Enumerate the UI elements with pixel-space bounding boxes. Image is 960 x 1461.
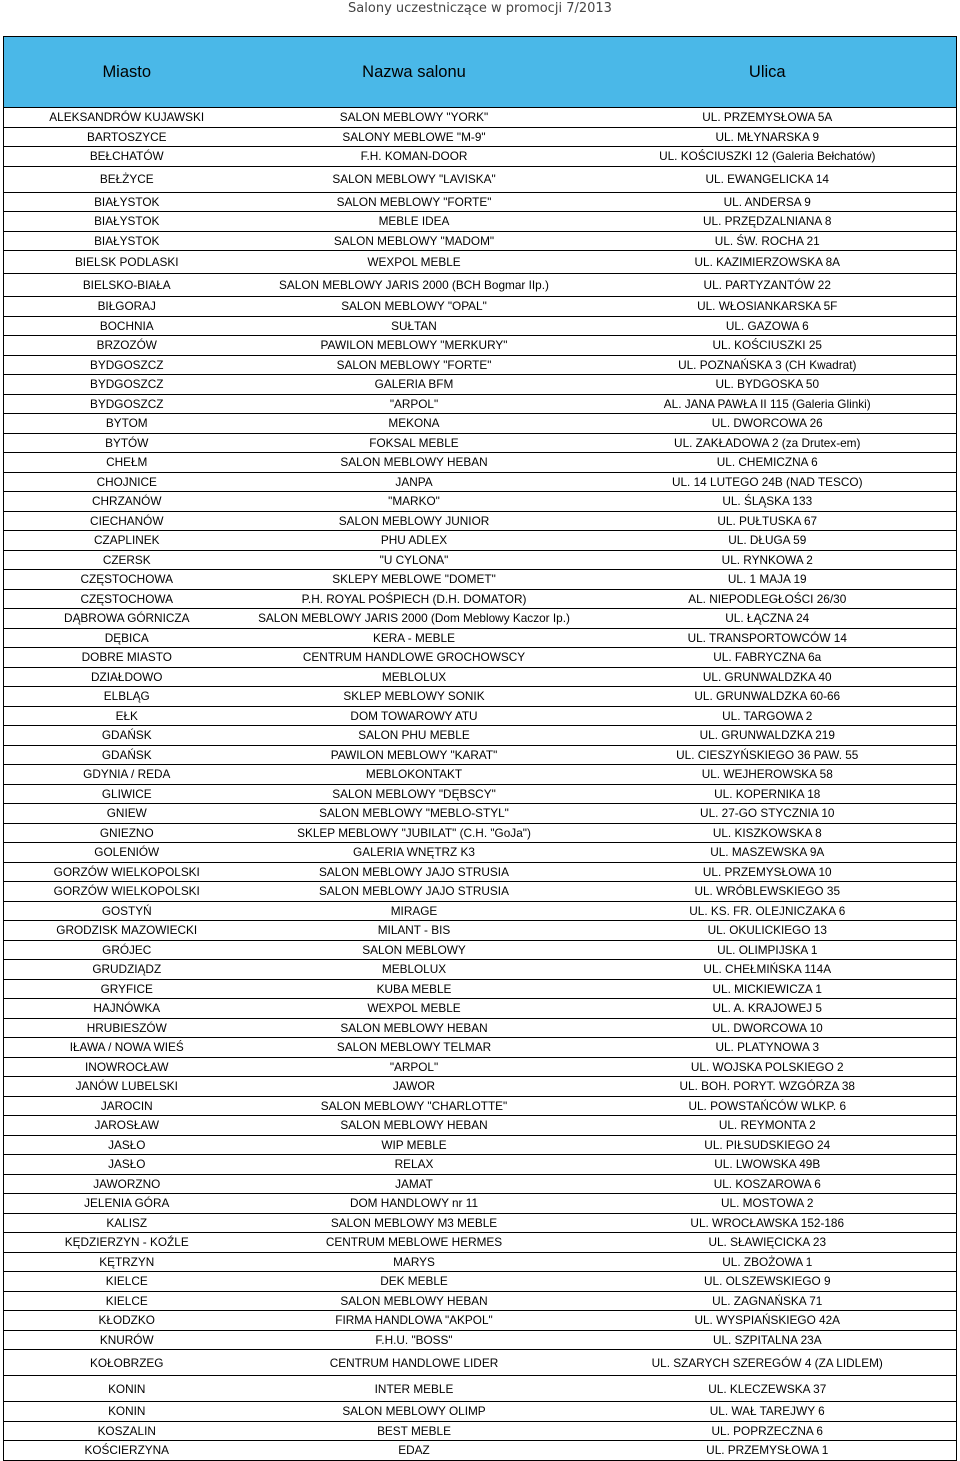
table-row [4, 297, 957, 317]
street-cell: UL. ZBOŻOWA 1 [579, 1252, 957, 1272]
table-row [4, 375, 957, 395]
city-cell: JAROSŁAW [4, 1116, 250, 1136]
salon-name-cell: "MARKO" [250, 492, 579, 512]
table-row [4, 940, 957, 960]
street-cell: UL. 27-GO STYCZNIA 10 [579, 804, 957, 824]
table-row [4, 979, 957, 999]
salon-name-cell: DOM HANDLOWY nr 11 [250, 1194, 579, 1214]
street-cell: UL. BYDGOSKA 50 [579, 375, 957, 395]
city-cell: CHRZANÓW [4, 492, 250, 512]
street-cell: UL. MASZEWSKA 9A [579, 843, 957, 863]
table-row [4, 784, 957, 804]
street-cell: UL. PUŁTUSKA 67 [579, 511, 957, 531]
salon-name-cell: BEST MEBLE [250, 1421, 579, 1441]
city-cell: DZIAŁDOWO [4, 667, 250, 687]
street-cell: UL. ŚW. ROCHA 21 [579, 231, 957, 251]
table-body [4, 108, 957, 1461]
salon-name-cell: SKLEP MEBLOWY SONIK [250, 687, 579, 707]
salon-name-cell: SALON MEBLOWY "YORK" [250, 108, 579, 128]
salon-name-cell: SALON MEBLOWY JAJO STRUSIA [250, 862, 579, 882]
city-cell: BIAŁYSTOK [4, 192, 250, 212]
city-cell: JELENIA GÓRA [4, 1194, 250, 1214]
salon-name-cell: SALON MEBLOWY "MEBLO-STYL" [250, 804, 579, 824]
city-cell: GRUDZIĄDZ [4, 960, 250, 980]
city-cell: KĘTRZYN [4, 1252, 250, 1272]
city-cell: HRUBIESZÓW [4, 1018, 250, 1038]
city-cell: BRZOZÓW [4, 336, 250, 356]
city-cell: BIELSKO-BIAŁA [4, 274, 250, 297]
table-row [4, 706, 957, 726]
salon-name-cell: WIP MEBLE [250, 1135, 579, 1155]
salon-name-cell: MEBLOLUX [250, 960, 579, 980]
table-row [4, 212, 957, 232]
street-cell: UL. KOSZAROWA 6 [579, 1174, 957, 1194]
street-cell: UL. WŁOSIANKARSKA 5F [579, 297, 957, 317]
column-header-city: Miasto [4, 37, 250, 108]
table-row [4, 394, 957, 414]
street-cell: UL. TRANSPORTOWCÓW 14 [579, 628, 957, 648]
street-cell: AL. NIEPODLEGŁOŚCI 26/30 [579, 589, 957, 609]
salon-name-cell: "ARPOL" [250, 1057, 579, 1077]
street-cell: UL. KLECZEWSKA 37 [579, 1376, 957, 1402]
table-row [4, 1096, 957, 1116]
salon-name-cell: F.H.U. "BOSS" [250, 1330, 579, 1350]
city-cell: BARTOSZYCE [4, 127, 250, 147]
city-cell: KŁODZKO [4, 1311, 250, 1331]
salon-name-cell: KUBA MEBLE [250, 979, 579, 999]
table-row [4, 1402, 957, 1422]
street-cell: UL. LWOWSKA 49B [579, 1155, 957, 1175]
street-cell: UL. OLIMPIJSKA 1 [579, 940, 957, 960]
table-row [4, 1272, 957, 1292]
salon-name-cell: SALON MEBLOWY "DĘBSCY" [250, 784, 579, 804]
table-row [4, 960, 957, 980]
city-cell: DĘBICA [4, 628, 250, 648]
salon-name-cell: CENTRUM HANDLOWE GROCHOWSCY [250, 648, 579, 668]
salon-name-cell: GALERIA BFM [250, 375, 579, 395]
table-row [4, 550, 957, 570]
salon-name-cell: SALON MEBLOWY HEBAN [250, 1116, 579, 1136]
city-cell: GLIWICE [4, 784, 250, 804]
street-cell: UL. KOŚCIUSZKI 12 (Galeria Bełchatów) [579, 147, 957, 167]
street-cell: UL. WRÓBLEWSKIEGO 35 [579, 882, 957, 902]
city-cell: GNIEZNO [4, 823, 250, 843]
street-cell: UL. EWANGELICKA 14 [579, 166, 957, 192]
salon-name-cell: SALON MEBLOWY JARIS 2000 (BCH Bogmar IIp.) [250, 274, 579, 297]
city-cell: HAJNÓWKA [4, 999, 250, 1019]
table-row [4, 882, 957, 902]
street-cell: UL. KS. FR. OLEJNICZAKA 6 [579, 901, 957, 921]
salon-name-cell: MEBLE IDEA [250, 212, 579, 232]
city-cell: JAWORZNO [4, 1174, 250, 1194]
street-cell: UL. BOH. PORYT. WZGÓRZA 38 [579, 1077, 957, 1097]
table-row [4, 166, 957, 192]
street-cell: UL. CIESZYŃSKIEGO 36 PAW. 55 [579, 745, 957, 765]
salon-name-cell: KERA - MEBLE [250, 628, 579, 648]
table-row [4, 726, 957, 746]
salon-name-cell: SALONY MEBLOWE "M-9" [250, 127, 579, 147]
salon-name-cell: SALON MEBLOWY "CHARLOTTE" [250, 1096, 579, 1116]
table-row [4, 316, 957, 336]
table-row [4, 1213, 957, 1233]
street-cell: UL. MOSTOWA 2 [579, 1194, 957, 1214]
street-cell: UL. SZARYCH SZEREGÓW 4 (ZA LIDLEM) [579, 1350, 957, 1376]
city-cell: KALISZ [4, 1213, 250, 1233]
table-row [4, 453, 957, 473]
city-cell: GORZÓW WIELKOPOLSKI [4, 882, 250, 902]
street-cell: UL. MICKIEWICZA 1 [579, 979, 957, 999]
table-row [4, 745, 957, 765]
salon-name-cell: DOM TOWAROWY ATU [250, 706, 579, 726]
salon-name-cell: SALON MEBLOWY HEBAN [250, 1018, 579, 1038]
city-cell: GORZÓW WIELKOPOLSKI [4, 862, 250, 882]
city-cell: CZĘSTOCHOWA [4, 570, 250, 590]
street-cell: UL. GRUNWALDZKA 60-66 [579, 687, 957, 707]
table-row [4, 999, 957, 1019]
salon-name-cell: MILANT - BIS [250, 921, 579, 941]
salon-name-cell: MEKONA [250, 414, 579, 434]
document-title: Salony uczestniczące w promocji 7/2013 [348, 1, 612, 16]
salon-name-cell: MEBLOLUX [250, 667, 579, 687]
table-row [4, 1174, 957, 1194]
table-row [4, 1155, 957, 1175]
city-cell: GOSTYŃ [4, 901, 250, 921]
salon-name-cell: WEXPOL MEBLE [250, 251, 579, 274]
table-row [4, 1421, 957, 1441]
city-cell: BIELSK PODLASKI [4, 251, 250, 274]
street-cell: UL. ZAGNAŃSKA 71 [579, 1291, 957, 1311]
city-cell: BYTOM [4, 414, 250, 434]
city-cell: KĘDZIERZYN - KOŹLE [4, 1233, 250, 1253]
table-row [4, 127, 957, 147]
table-row [4, 1116, 957, 1136]
table-row [4, 628, 957, 648]
city-cell: DOBRE MIASTO [4, 648, 250, 668]
table-row [4, 1135, 957, 1155]
city-cell: CHEŁM [4, 453, 250, 473]
street-cell: UL. MŁYNARSKA 9 [579, 127, 957, 147]
street-cell: UL. DWORCOWA 26 [579, 414, 957, 434]
table-row [4, 355, 957, 375]
city-cell: JASŁO [4, 1135, 250, 1155]
city-cell: JANÓW LUBELSKI [4, 1077, 250, 1097]
city-cell: DĄBROWA GÓRNICZA [4, 609, 250, 629]
salon-name-cell: SKLEPY MEBLOWE "DOMET" [250, 570, 579, 590]
city-cell: KONIN [4, 1402, 250, 1422]
salon-name-cell: SALON MEBLOWY OLIMP [250, 1402, 579, 1422]
city-cell: KOSZALIN [4, 1421, 250, 1441]
salon-name-cell: SALON MEBLOWY "LAVISKA" [250, 166, 579, 192]
city-cell: BYDGOSZCZ [4, 375, 250, 395]
street-cell: UL. KAZIMIERZOWSKA 8A [579, 251, 957, 274]
table-row [4, 1018, 957, 1038]
table-row [4, 901, 957, 921]
table-row [4, 921, 957, 941]
salon-name-cell: SALON MEBLOWY JAJO STRUSIA [250, 882, 579, 902]
table-row [4, 589, 957, 609]
salon-name-cell: PAWILON MEBLOWY "KARAT" [250, 745, 579, 765]
street-cell: UL. PRZEMYSŁOWA 1 [579, 1441, 957, 1461]
city-cell: GRYFICE [4, 979, 250, 999]
salon-name-cell: JAWOR [250, 1077, 579, 1097]
table-row [4, 251, 957, 274]
street-cell: UL. KOPERNIKA 18 [579, 784, 957, 804]
table-row [4, 648, 957, 668]
city-cell: JASŁO [4, 1155, 250, 1175]
city-cell: GDAŃSK [4, 745, 250, 765]
salon-name-cell: DEK MEBLE [250, 1272, 579, 1292]
street-cell: UL. OLSZEWSKIEGO 9 [579, 1272, 957, 1292]
table-row [4, 472, 957, 492]
table-row [4, 108, 957, 128]
city-cell: BEŁCHATÓW [4, 147, 250, 167]
city-cell: IŁAWA / NOWA WIEŚ [4, 1038, 250, 1058]
table-row [4, 1441, 957, 1461]
city-cell: CIECHANÓW [4, 511, 250, 531]
city-cell: INOWROCŁAW [4, 1057, 250, 1077]
salon-name-cell: P.H. ROYAL POŚPIECH (D.H. DOMATOR) [250, 589, 579, 609]
street-cell: UL. 1 MAJA 19 [579, 570, 957, 590]
street-cell: UL. DŁUGA 59 [579, 531, 957, 551]
salon-name-cell: SALON MEBLOWY M3 MEBLE [250, 1213, 579, 1233]
salon-name-cell: MARYS [250, 1252, 579, 1272]
street-cell: UL. ŁĄCZNA 24 [579, 609, 957, 629]
salon-name-cell: CENTRUM HANDLOWE LIDER [250, 1350, 579, 1376]
street-cell: UL. WAŁ TAREJWY 6 [579, 1402, 957, 1422]
salon-name-cell: RELAX [250, 1155, 579, 1175]
city-cell: GRÓJEC [4, 940, 250, 960]
salon-name-cell: FIRMA HANDLOWA "AKPOL" [250, 1311, 579, 1331]
city-cell: GDYNIA / REDA [4, 765, 250, 785]
table-row [4, 433, 957, 453]
street-cell: UL. POWSTAŃCÓW WLKP. 6 [579, 1096, 957, 1116]
salon-name-cell: CENTRUM MEBLOWE HERMES [250, 1233, 579, 1253]
street-cell: UL. 14 LUTEGO 24B (NAD TESCO) [579, 472, 957, 492]
city-cell: BIAŁYSTOK [4, 231, 250, 251]
street-cell: UL. WROCŁAWSKA 152-186 [579, 1213, 957, 1233]
city-cell: CZĘSTOCHOWA [4, 589, 250, 609]
street-cell: UL. KOŚCIUSZKI 25 [579, 336, 957, 356]
table-row [4, 687, 957, 707]
city-cell: KIELCE [4, 1272, 250, 1292]
salon-name-cell: F.H. KOMAN-DOOR [250, 147, 579, 167]
table-header-row [4, 37, 957, 108]
street-cell: UL. GRUNWALDZKA 40 [579, 667, 957, 687]
city-cell: KOŚCIERZYNA [4, 1441, 250, 1461]
salon-name-cell: "U CYLONA" [250, 550, 579, 570]
street-cell: UL. GRUNWALDZKA 219 [579, 726, 957, 746]
table-row [4, 531, 957, 551]
table-row [4, 1330, 957, 1350]
city-cell: CHOJNICE [4, 472, 250, 492]
street-cell: UL. RYNKOWA 2 [579, 550, 957, 570]
table-row [4, 609, 957, 629]
table-row [4, 1038, 957, 1058]
table-row [4, 765, 957, 785]
city-cell: CZAPLINEK [4, 531, 250, 551]
table-row [4, 1311, 957, 1331]
salon-name-cell: WEXPOL MEBLE [250, 999, 579, 1019]
city-cell: BIŁGORAJ [4, 297, 250, 317]
street-cell: UL. CHEŁMIŃSKA 114A [579, 960, 957, 980]
salon-name-cell: "ARPOL" [250, 394, 579, 414]
salon-name-cell: SALON MEBLOWY "FORTE" [250, 192, 579, 212]
salon-name-cell: SALON MEBLOWY [250, 940, 579, 960]
salon-name-cell: MIRAGE [250, 901, 579, 921]
street-cell: UL. ZAKŁADOWA 2 (za Drutex-em) [579, 433, 957, 453]
table-row [4, 804, 957, 824]
city-cell: CZERSK [4, 550, 250, 570]
table-row [4, 667, 957, 687]
street-cell: UL. OKULICKIEGO 13 [579, 921, 957, 941]
table-row [4, 336, 957, 356]
city-cell: BYDGOSZCZ [4, 394, 250, 414]
city-cell: GOLENIÓW [4, 843, 250, 863]
city-cell: GRODZISK MAZOWIECKI [4, 921, 250, 941]
street-cell: UL. GAZOWA 6 [579, 316, 957, 336]
salon-name-cell: MEBLOKONTAKT [250, 765, 579, 785]
city-cell: BYDGOSZCZ [4, 355, 250, 375]
street-cell: UL. KISZKOWSKA 8 [579, 823, 957, 843]
table-row [4, 1252, 957, 1272]
salon-name-cell: PAWILON MEBLOWY "MERKURY" [250, 336, 579, 356]
salon-name-cell: GALERIA WNĘTRZ K3 [250, 843, 579, 863]
city-cell: BIAŁYSTOK [4, 212, 250, 232]
street-cell: UL. CHEMICZNA 6 [579, 453, 957, 473]
table-row [4, 1057, 957, 1077]
street-cell: UL. POPRZECZNA 6 [579, 1421, 957, 1441]
table-row [4, 823, 957, 843]
city-cell: BOCHNIA [4, 316, 250, 336]
table-row [4, 1376, 957, 1402]
table-row [4, 1077, 957, 1097]
salon-name-cell: SALON MEBLOWY "MADOM" [250, 231, 579, 251]
salon-name-cell: SALON PHU MEBLE [250, 726, 579, 746]
salon-name-cell: SALON MEBLOWY "FORTE" [250, 355, 579, 375]
street-cell: UL. PIŁSUDSKIEGO 24 [579, 1135, 957, 1155]
table-row [4, 862, 957, 882]
street-cell: UL. PRZEMYSŁOWA 10 [579, 862, 957, 882]
street-cell: UL. WOJSKA POLSKIEGO 2 [579, 1057, 957, 1077]
salon-name-cell: PHU ADLEX [250, 531, 579, 551]
table-row [4, 192, 957, 212]
street-cell: UL. A. KRAJOWEJ 5 [579, 999, 957, 1019]
street-cell: UL. ANDERSA 9 [579, 192, 957, 212]
city-cell: GNIEW [4, 804, 250, 824]
street-cell: UL. TARGOWA 2 [579, 706, 957, 726]
salons-table [3, 36, 957, 1461]
salon-name-cell: SALON MEBLOWY HEBAN [250, 1291, 579, 1311]
street-cell: UL. PRZEMYSŁOWA 5A [579, 108, 957, 128]
salon-name-cell: FOKSAL MEBLE [250, 433, 579, 453]
table-row [4, 1291, 957, 1311]
street-cell: AL. JANA PAWŁA II 115 (Galeria Glinki) [579, 394, 957, 414]
street-cell: UL. ŚLĄSKA 133 [579, 492, 957, 512]
table-row [4, 274, 957, 297]
salon-name-cell: JANPA [250, 472, 579, 492]
salon-name-cell: SKLEP MEBLOWY "JUBILAT" (C.H. "GoJa") [250, 823, 579, 843]
table-row [4, 231, 957, 251]
street-cell: UL. SZPITALNA 23A [579, 1330, 957, 1350]
street-cell: UL. PLATYNOWA 3 [579, 1038, 957, 1058]
street-cell: UL. FABRYCZNA 6a [579, 648, 957, 668]
street-cell: UL. SŁAWIĘCICKA 23 [579, 1233, 957, 1253]
city-cell: GDAŃSK [4, 726, 250, 746]
table-row [4, 492, 957, 512]
street-cell: UL. WYSPIAŃSKIEGO 42A [579, 1311, 957, 1331]
table-row [4, 570, 957, 590]
city-cell: BEŁŻYCE [4, 166, 250, 192]
city-cell: KNURÓW [4, 1330, 250, 1350]
city-cell: JAROCIN [4, 1096, 250, 1116]
city-cell: ELBLĄG [4, 687, 250, 707]
table-row [4, 511, 957, 531]
salon-name-cell: SALON MEBLOWY JARIS 2000 (Dom Meblowy Kaczor Ip.) [250, 609, 579, 629]
street-cell: UL. DWORCOWA 10 [579, 1018, 957, 1038]
salon-name-cell: SALON MEBLOWY "OPAL" [250, 297, 579, 317]
city-cell: KIELCE [4, 1291, 250, 1311]
salon-name-cell: SALON MEBLOWY TELMAR [250, 1038, 579, 1058]
city-cell: KOŁOBRZEG [4, 1350, 250, 1376]
salon-name-cell: JAMAT [250, 1174, 579, 1194]
salon-name-cell: SUŁTAN [250, 316, 579, 336]
city-cell: BYTÓW [4, 433, 250, 453]
table-row [4, 1194, 957, 1214]
salon-name-cell: INTER MEBLE [250, 1376, 579, 1402]
table-row [4, 1233, 957, 1253]
salon-name-cell: SALON MEBLOWY HEBAN [250, 453, 579, 473]
city-cell: EŁK [4, 706, 250, 726]
column-header-street: Ulica [579, 37, 957, 108]
column-header-salon: Nazwa salonu [250, 37, 579, 108]
street-cell: UL. REYMONTA 2 [579, 1116, 957, 1136]
table-row [4, 147, 957, 167]
city-cell: KONIN [4, 1376, 250, 1402]
salon-name-cell: EDAZ [250, 1441, 579, 1461]
table-row [4, 1350, 957, 1376]
street-cell: UL. WEJHEROWSKA 58 [579, 765, 957, 785]
street-cell: UL. POZNAŃSKA 3 (CH Kwadrat) [579, 355, 957, 375]
salon-name-cell: SALON MEBLOWY JUNIOR [250, 511, 579, 531]
street-cell: UL. PARTYZANTÓW 22 [579, 274, 957, 297]
table-row [4, 414, 957, 434]
city-cell: ALEKSANDRÓW KUJAWSKI [4, 108, 250, 128]
table-row [4, 843, 957, 863]
street-cell: UL. PRZĘDZALNIANA 8 [579, 212, 957, 232]
